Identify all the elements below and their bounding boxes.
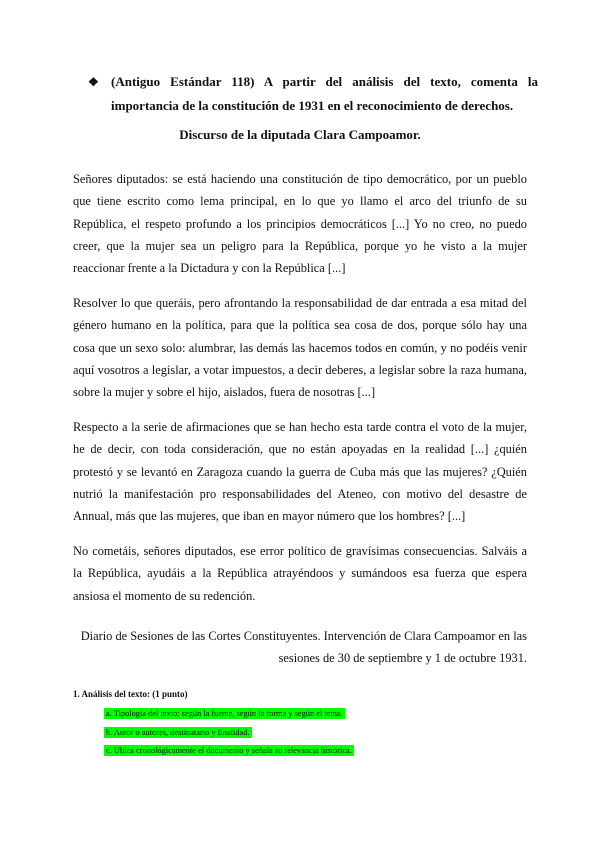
highlighted-item-c: c. Ubica cronológicamente el documento y señala su relevancia histórica. [106, 746, 352, 755]
analysis-list [104, 707, 354, 763]
highlighted-item-a: a. Tipología del texto: según la fuente, según la forma y según el tema. [106, 709, 343, 718]
paragraph-2: Resolver lo que queráis, pero afrontando la responsabilidad de dar entrada a esa mitad del género humano en la política, para que la política sea cosa de dos, porque sólo hay una cosa que un sexo solo: alumbrar, las demás las hacemos todos en común, y no podéis venir aquí vosotros a legislar, a votar impuestos, a decir deberes, a legislar sobre la raza humana, sobre la mujer y sobre el hijo, aislados, fuera de nosotras [...] [73, 296, 527, 400]
diamond-bullet-icon: ❖ [88, 75, 99, 89]
list-item [104, 707, 354, 726]
source-citation: Diario de Sesiones de las Cortes Constituyentes. Intervención de Clara Campoamor en las sesiones de 30 de septiembre y 1 de octubre 1931. [80, 629, 527, 666]
list-item [104, 744, 354, 763]
paragraph-4: No cometáis, señores diputados, ese error político de gravísimas consecuencias. Salváis a la República, ayudáis a la República atrayéndoos y sumándoos esa fuerza que espera ansiosa el momento de su redención. [73, 544, 527, 603]
question-text: (Antiguo Estándar 118) A partir del análisis del texto, comenta la importancia de la constitución de 1931 en el reconocimiento de derechos. [111, 74, 538, 113]
paragraph-3: Respecto a la serie de afirmaciones que se han hecho esta tarde contra el voto de la mujer, he de decir, con toda consideración, que no están apoyadas en la realidad [...] ¿quién protestó y se levantó en Zaragoza cuando la guerra de Cuba más que las mujeres? ¿Quién nutrió la manifestación pro responsabilidades del Ateneo, con motivo del desastre de Annual, más que las mujeres, que iban en mayor número que los hombres? [...] [73, 420, 527, 524]
list-item [104, 726, 354, 745]
highlighted-item-b: b. Autor o autores, destinatario y finalidad. [106, 727, 250, 737]
question-block [88, 70, 538, 118]
paragraph-1: Señores diputados: se está haciendo una constitución de tipo democrático, por un pueblo que tiene escrito como lema principal, en lo que yo llamo el arco del triunfo de su República, el respeto profundo a los principios democráticos [...] Yo no creo, no puedo creer, que la mujer sea un peligro para la República, porque yo he visto a la mujer reaccionar frente a la Dictadura y con la República [...] [73, 172, 527, 276]
analysis-heading: 1. Análisis del texto: (1 punto) [73, 689, 188, 699]
document-title: Discurso de la diputada Clara Campoamor. [179, 127, 421, 142]
